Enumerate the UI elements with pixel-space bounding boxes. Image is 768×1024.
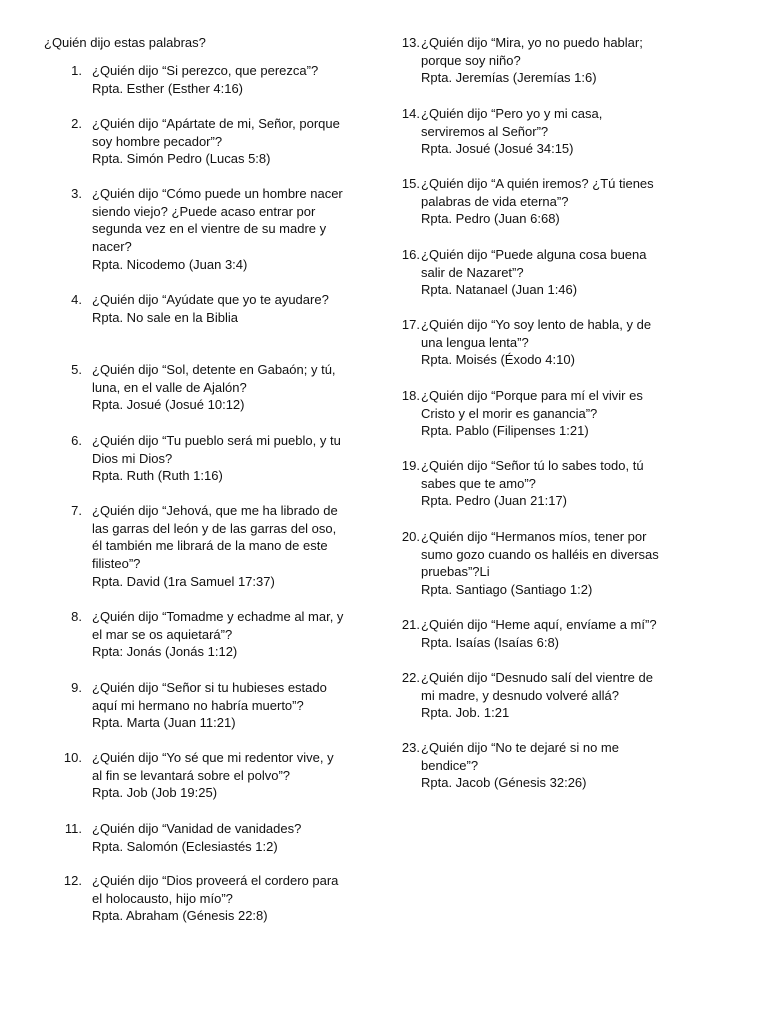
- item-question: ¿Quién dijo “Si perezco, que perezca”?: [92, 63, 319, 78]
- list-item: [62, 291, 344, 326]
- item-answer: Rpta. Job. 1:21: [421, 705, 510, 721]
- item-answer: Rpta. Josué (Josué 34:15): [421, 141, 574, 157]
- list-item: [394, 387, 660, 440]
- item-question: ¿Quién dijo “Señor tú lo sabes todo, tú sabes que te amo”?: [421, 458, 644, 491]
- item-question: ¿Quién dijo “Hermanos míos, tener por sumo gozo cuando os halléis en diversas pruebas”?Li: [421, 529, 659, 580]
- item-number: 13.: [401, 35, 420, 50]
- list-item: [62, 62, 344, 97]
- document-title: ¿Quién dijo estas palabras?: [44, 35, 206, 50]
- item-question: ¿Quién dijo “Mira, yo no puedo hablar; porque soy niño?: [421, 35, 643, 68]
- list-item: [394, 105, 660, 158]
- item-number: 14.: [401, 106, 420, 121]
- item-number: 5.: [71, 362, 82, 377]
- item-answer: Rpta: Jonás (Jonás 1:12): [92, 644, 238, 660]
- item-number: 9.: [71, 680, 82, 695]
- item-answer: Rpta. Marta (Juan 11:21): [92, 715, 236, 731]
- item-answer: Rpta. Isaías (Isaías 6:8): [421, 634, 560, 650]
- item-question: ¿Quién dijo “Puede alguna cosa buena salir de Nazaret”?: [421, 247, 647, 280]
- item-answer: Rpta. Moisés (Éxodo 4:10): [421, 352, 575, 368]
- list-item: [62, 820, 344, 855]
- list-item: [62, 185, 344, 274]
- list-item: [394, 669, 660, 722]
- item-question: ¿Quién dijo “Porque para mí el vivir es Cristo y el morir es ganancia”?: [421, 388, 643, 421]
- item-question: ¿Quién dijo “No te dejaré si no me bendice”?: [421, 740, 619, 773]
- item-number: 11.: [64, 821, 82, 836]
- item-answer: Rpta. Josué (Josué 10:12): [92, 397, 245, 413]
- item-answer: Rpta. Pablo (Filipenses 1:21): [421, 423, 589, 439]
- item-answer: Rpta. Ruth (Ruth 1:16): [92, 468, 223, 484]
- item-number: 17.: [401, 317, 420, 332]
- item-number: 19.: [401, 458, 420, 473]
- item-answer: Rpta. Jacob (Génesis 32:26): [421, 775, 587, 791]
- list-item: [394, 34, 660, 87]
- item-number: 15.: [401, 176, 420, 191]
- item-question: ¿Quién dijo “Pero yo y mi casa, serviremos al Señor”?: [421, 106, 603, 139]
- item-question: ¿Quién dijo “Yo soy lento de habla, y de una lengua lenta”?: [421, 317, 652, 350]
- item-number: 6.: [71, 433, 82, 448]
- item-answer: Rpta. Simón Pedro (Lucas 5:8): [92, 151, 271, 167]
- list-item: [394, 616, 660, 651]
- item-number: 10.: [63, 750, 82, 765]
- list-item: [394, 739, 660, 792]
- item-number: 3.: [71, 186, 82, 201]
- item-number: 23.: [401, 740, 420, 755]
- list-item: [62, 749, 344, 802]
- item-number: 18.: [401, 388, 420, 403]
- item-question: ¿Quién dijo “Yo sé que mi redentor vive, y al fin se levantará sobre el polvo”?: [92, 750, 334, 783]
- item-answer: Rpta. Job (Job 19:25): [92, 785, 218, 801]
- item-answer: Rpta. No sale en la Biblia: [92, 309, 238, 325]
- list-item: [394, 316, 660, 369]
- item-question: ¿Quién dijo “Cómo puede un hombre nacer siendo viejo? ¿Puede acaso entrar por segunda vez en el vientre de su madre y nacer?: [92, 186, 343, 255]
- item-number: 4.: [71, 292, 82, 307]
- item-question: ¿Quién dijo “Tu pueblo será mi pueblo, y tu Dios mi Dios?: [92, 433, 341, 466]
- item-answer: Rpta. Esther (Esther 4:16): [92, 80, 244, 96]
- item-answer: Rpta. Abraham (Génesis 22:8): [92, 908, 268, 924]
- item-number: 2.: [71, 116, 82, 131]
- item-question: ¿Quién dijo “Señor si tu hubieses estado aquí mi hermano no habría muerto”?: [92, 680, 327, 713]
- item-number: 21.: [401, 617, 420, 632]
- item-question: ¿Quién dijo “Heme aquí, envíame a mí”?: [421, 617, 657, 632]
- item-number: 12.: [63, 873, 82, 888]
- item-question: ¿Quién dijo “Dios proveerá el cordero para el holocausto, hijo mío”?: [92, 873, 339, 906]
- item-question: ¿Quién dijo “Sol, detente en Gabaón; y tú, luna, en el valle de Ajalón?: [92, 362, 336, 395]
- list-item: [394, 528, 660, 599]
- item-answer: Rpta. Santiago (Santiago 1:2): [421, 582, 593, 598]
- item-question: ¿Quién dijo “Ayúdate que yo te ayudare?: [92, 292, 329, 307]
- item-question: ¿Quién dijo “Vanidad de vanidades?: [92, 821, 302, 836]
- item-number: 8.: [71, 609, 82, 624]
- item-answer: Rpta. Pedro (Juan 21:17): [421, 493, 567, 509]
- list-item: [394, 457, 660, 510]
- item-answer: Rpta. Jeremías (Jeremías 1:6): [421, 70, 597, 86]
- item-question: ¿Quién dijo “Apártate de mi, Señor, porque soy hombre pecador”?: [92, 116, 340, 149]
- item-question: ¿Quién dijo “A quién iremos? ¿Tú tienes palabras de vida eterna”?: [421, 176, 654, 209]
- list-item: [394, 246, 660, 299]
- list-item: [62, 608, 344, 661]
- item-answer: Rpta. Nicodemo (Juan 3:4): [92, 256, 248, 272]
- item-question: ¿Quién dijo “Jehová, que me ha librado de las garras del león y de las garras del oso, él también me librará de la mano de este filisteo”?: [92, 503, 338, 572]
- item-answer: Rpta. David (1ra Samuel 17:37): [92, 573, 275, 589]
- item-answer: Rpta. Natanael (Juan 1:46): [421, 282, 578, 298]
- item-answer: Rpta. Pedro (Juan 6:68): [421, 211, 560, 227]
- item-number: 20.: [401, 529, 420, 544]
- list-item: [62, 361, 344, 414]
- item-number: 16.: [401, 247, 420, 262]
- list-item: [62, 432, 344, 485]
- item-question: ¿Quién dijo “Tomadme y echadme al mar, y el mar se os aquietará”?: [92, 609, 344, 642]
- item-question: ¿Quién dijo “Desnudo salí del vientre de mi madre, y desnudo volveré allá?: [421, 670, 653, 703]
- list-item: [62, 502, 344, 591]
- list-item: [62, 679, 344, 732]
- list-item: [62, 115, 344, 168]
- item-answer: Rpta. Salomón (Eclesiastés 1:2): [92, 838, 278, 854]
- list-item: [62, 872, 344, 925]
- list-item: [394, 175, 660, 228]
- item-number: 1.: [71, 63, 82, 78]
- item-number: 22.: [401, 670, 420, 685]
- item-number: 7.: [71, 503, 82, 518]
